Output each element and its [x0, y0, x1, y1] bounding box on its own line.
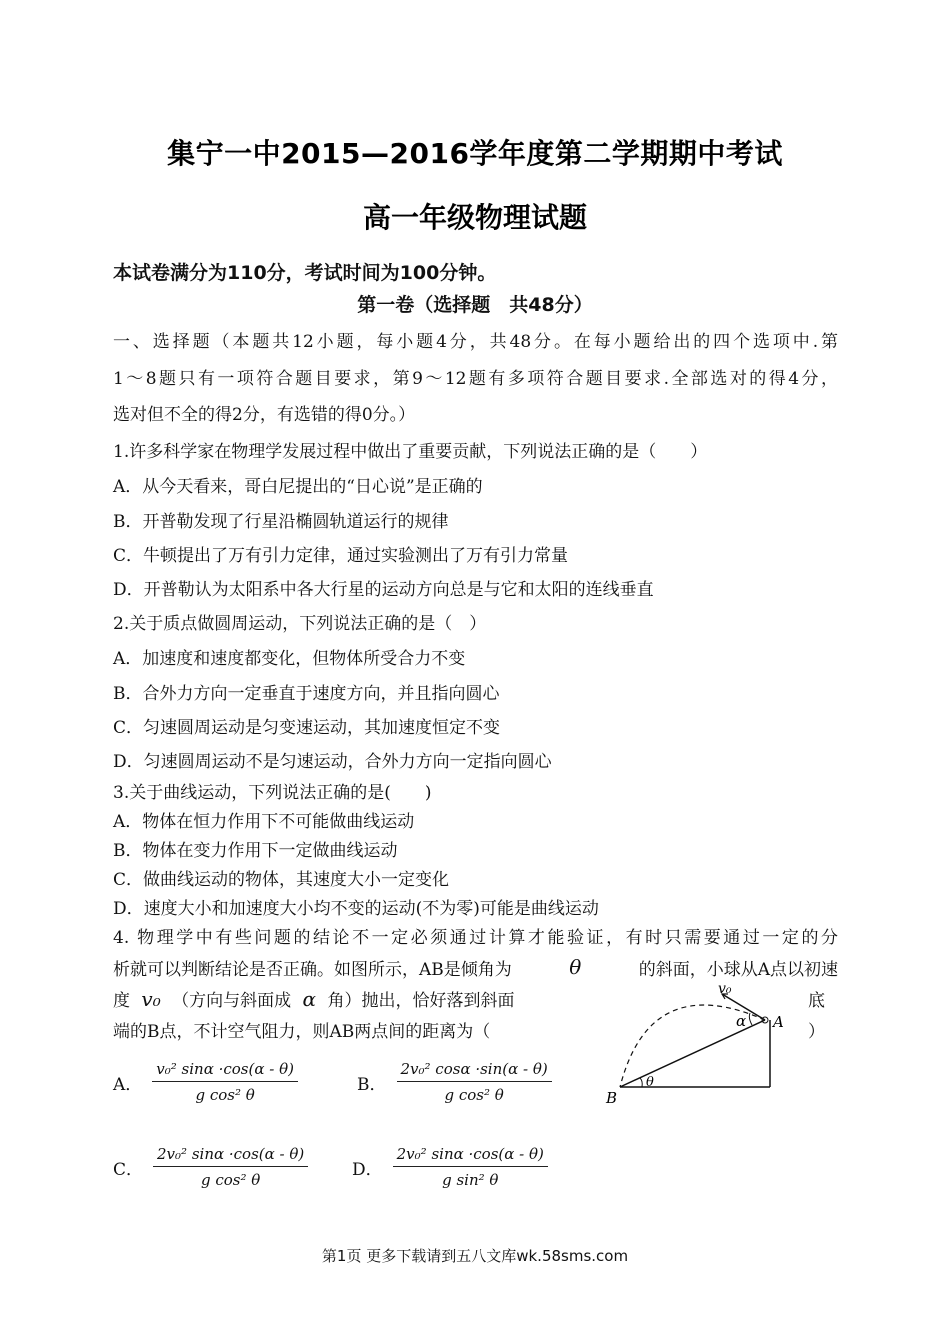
question-1-option-d: D．开普勒认为太阳系中各大行星的运动方向总是与它和太阳的连线垂直	[113, 580, 654, 600]
v0-symbol: v₀	[141, 987, 161, 1011]
option-c-fraction	[153, 1145, 308, 1189]
figure-label-theta: θ	[646, 1075, 654, 1090]
question-2-option-a: A．加速度和速度都变化，但物体所受合力不变	[113, 649, 466, 669]
question-4-option-b	[357, 1060, 552, 1104]
alpha-symbol: α	[302, 987, 317, 1011]
option-a-label: A．	[113, 1074, 143, 1095]
question-1-option-a: A．从今天看来，哥白尼提出的“日心说”是正确的	[113, 477, 483, 497]
option-a-numerator: v₀² sinα ·cos(α - θ)	[152, 1060, 298, 1082]
question-4-option-a	[113, 1060, 298, 1104]
question-4-line-2	[113, 955, 838, 980]
figure-theta-arc	[640, 1078, 642, 1087]
question-4-line-2-text-b: 的斜面，小球从A点以初速	[638, 960, 838, 980]
volume-heading: 第一卷（选择题 共48分）	[357, 294, 593, 316]
option-d-denominator: g sin² θ	[442, 1171, 499, 1189]
question-4-line-3	[113, 986, 514, 1011]
option-a-fraction	[152, 1060, 298, 1104]
option-c-label: C．	[113, 1159, 144, 1180]
option-c-denominator: g cos² θ	[200, 1171, 261, 1189]
question-2-option-d: D．匀速圆周运动不是匀速运动，合外力方向一定指向圆心	[113, 752, 552, 772]
question-4-line-3-text-a: 度	[113, 991, 130, 1011]
option-a-denominator: g cos² θ	[195, 1086, 255, 1104]
question-4-line-3-text-b: （方向与斜面成	[172, 991, 292, 1011]
exam-title: 集宁一中2015—2016学年度第二学期期中考试	[167, 137, 783, 170]
theta-symbol: θ	[569, 955, 582, 979]
figure-label-b: B	[606, 1089, 618, 1107]
question-1-option-b: B．开普勒发现了行星沿椭圆轨道运行的规律	[113, 512, 449, 532]
question-2-stem: 2.关于质点做圆周运动，下列说法正确的是（ ）	[113, 614, 487, 634]
option-b-numerator: 2v₀² cosα ·sin(α - θ)	[397, 1060, 552, 1082]
option-d-label: D．	[352, 1159, 383, 1180]
question-4-line-2-text-a: 析就可以判断结论是否正确。如图所示，AB是倾角为	[113, 960, 512, 980]
question-1-stem: 1.许多科学家在物理学发展过程中做出了重要贡献，下列说法正确的是（ ）	[113, 442, 708, 462]
question-3-stem: 3.关于曲线运动，下列说法正确的是( )	[113, 783, 432, 803]
figure-incline-line	[620, 1020, 765, 1087]
instruction-line-2: 1～8题只有一项符合题目要求，第9～12题有多项符合题目要求.全部选对的得4分，	[113, 369, 838, 389]
option-d-numerator: 2v₀² sinα ·cos(α - θ)	[393, 1145, 548, 1167]
question-2-option-c: C．匀速圆周运动是匀变速运动，其加速度恒定不变	[113, 718, 501, 738]
figure-label-alpha: α	[736, 1012, 747, 1030]
figure-alpha-arc	[749, 1013, 752, 1025]
question-4-option-c	[113, 1145, 308, 1189]
instruction-line-1: 一、选择题（本题共12小题，每小题4分，共48分。在每小题给出的四个选项中.第	[113, 332, 838, 352]
question-1-option-c: C．牛顿提出了万有引力定律，通过实验测出了万有引力常量	[113, 546, 569, 566]
question-3-option-b: B．物体在变力作用下一定做曲线运动	[113, 841, 398, 861]
option-b-denominator: g cos² θ	[444, 1086, 504, 1104]
question-3-option-c: C．做曲线运动的物体，其速度大小一定变化	[113, 870, 450, 890]
question-4-option-d	[352, 1145, 548, 1189]
option-b-fraction	[397, 1060, 552, 1104]
option-c-numerator: 2v₀² sinα ·cos(α - θ)	[153, 1145, 308, 1167]
question-4-line-3-end: 底	[808, 991, 825, 1011]
figure-label-v0: v₀	[718, 981, 732, 997]
page-footer: 第1页 更多下载请到五八文库wk.58sms.com	[321, 1247, 629, 1265]
question-4-line-4: 端的B点，不计空气阻力，则AB两点间的距离为（	[113, 1022, 491, 1042]
question-3-option-d: D．速度大小和加速度大小均不变的运动(不为零)可能是曲线运动	[113, 899, 599, 919]
exam-info: 本试卷满分为110分，考试时间为100分钟。	[113, 262, 497, 284]
question-4-line-1: 4. 物理学中有些问题的结论不一定必须通过计算才能验证，有时只需要通过一定的分	[113, 928, 838, 948]
question-4-line-3-text-c: 角）抛出，恰好落到斜面	[327, 991, 515, 1011]
question-2-option-b: B．合外力方向一定垂直于速度方向，并且指向圆心	[113, 684, 500, 704]
instruction-line-3: 选对但不全的得2分，有选错的得0分。）	[113, 405, 416, 425]
question-4-line-4-end: ）	[808, 1022, 825, 1042]
incline-figure	[590, 980, 790, 1110]
option-b-label: B．	[357, 1074, 387, 1095]
exam-subtitle: 高一年级物理试题	[362, 201, 587, 234]
option-d-fraction	[393, 1145, 548, 1189]
question-3-option-a: A．物体在恒力作用下不可能做曲线运动	[113, 812, 415, 832]
figure-label-a: A	[773, 1013, 784, 1031]
